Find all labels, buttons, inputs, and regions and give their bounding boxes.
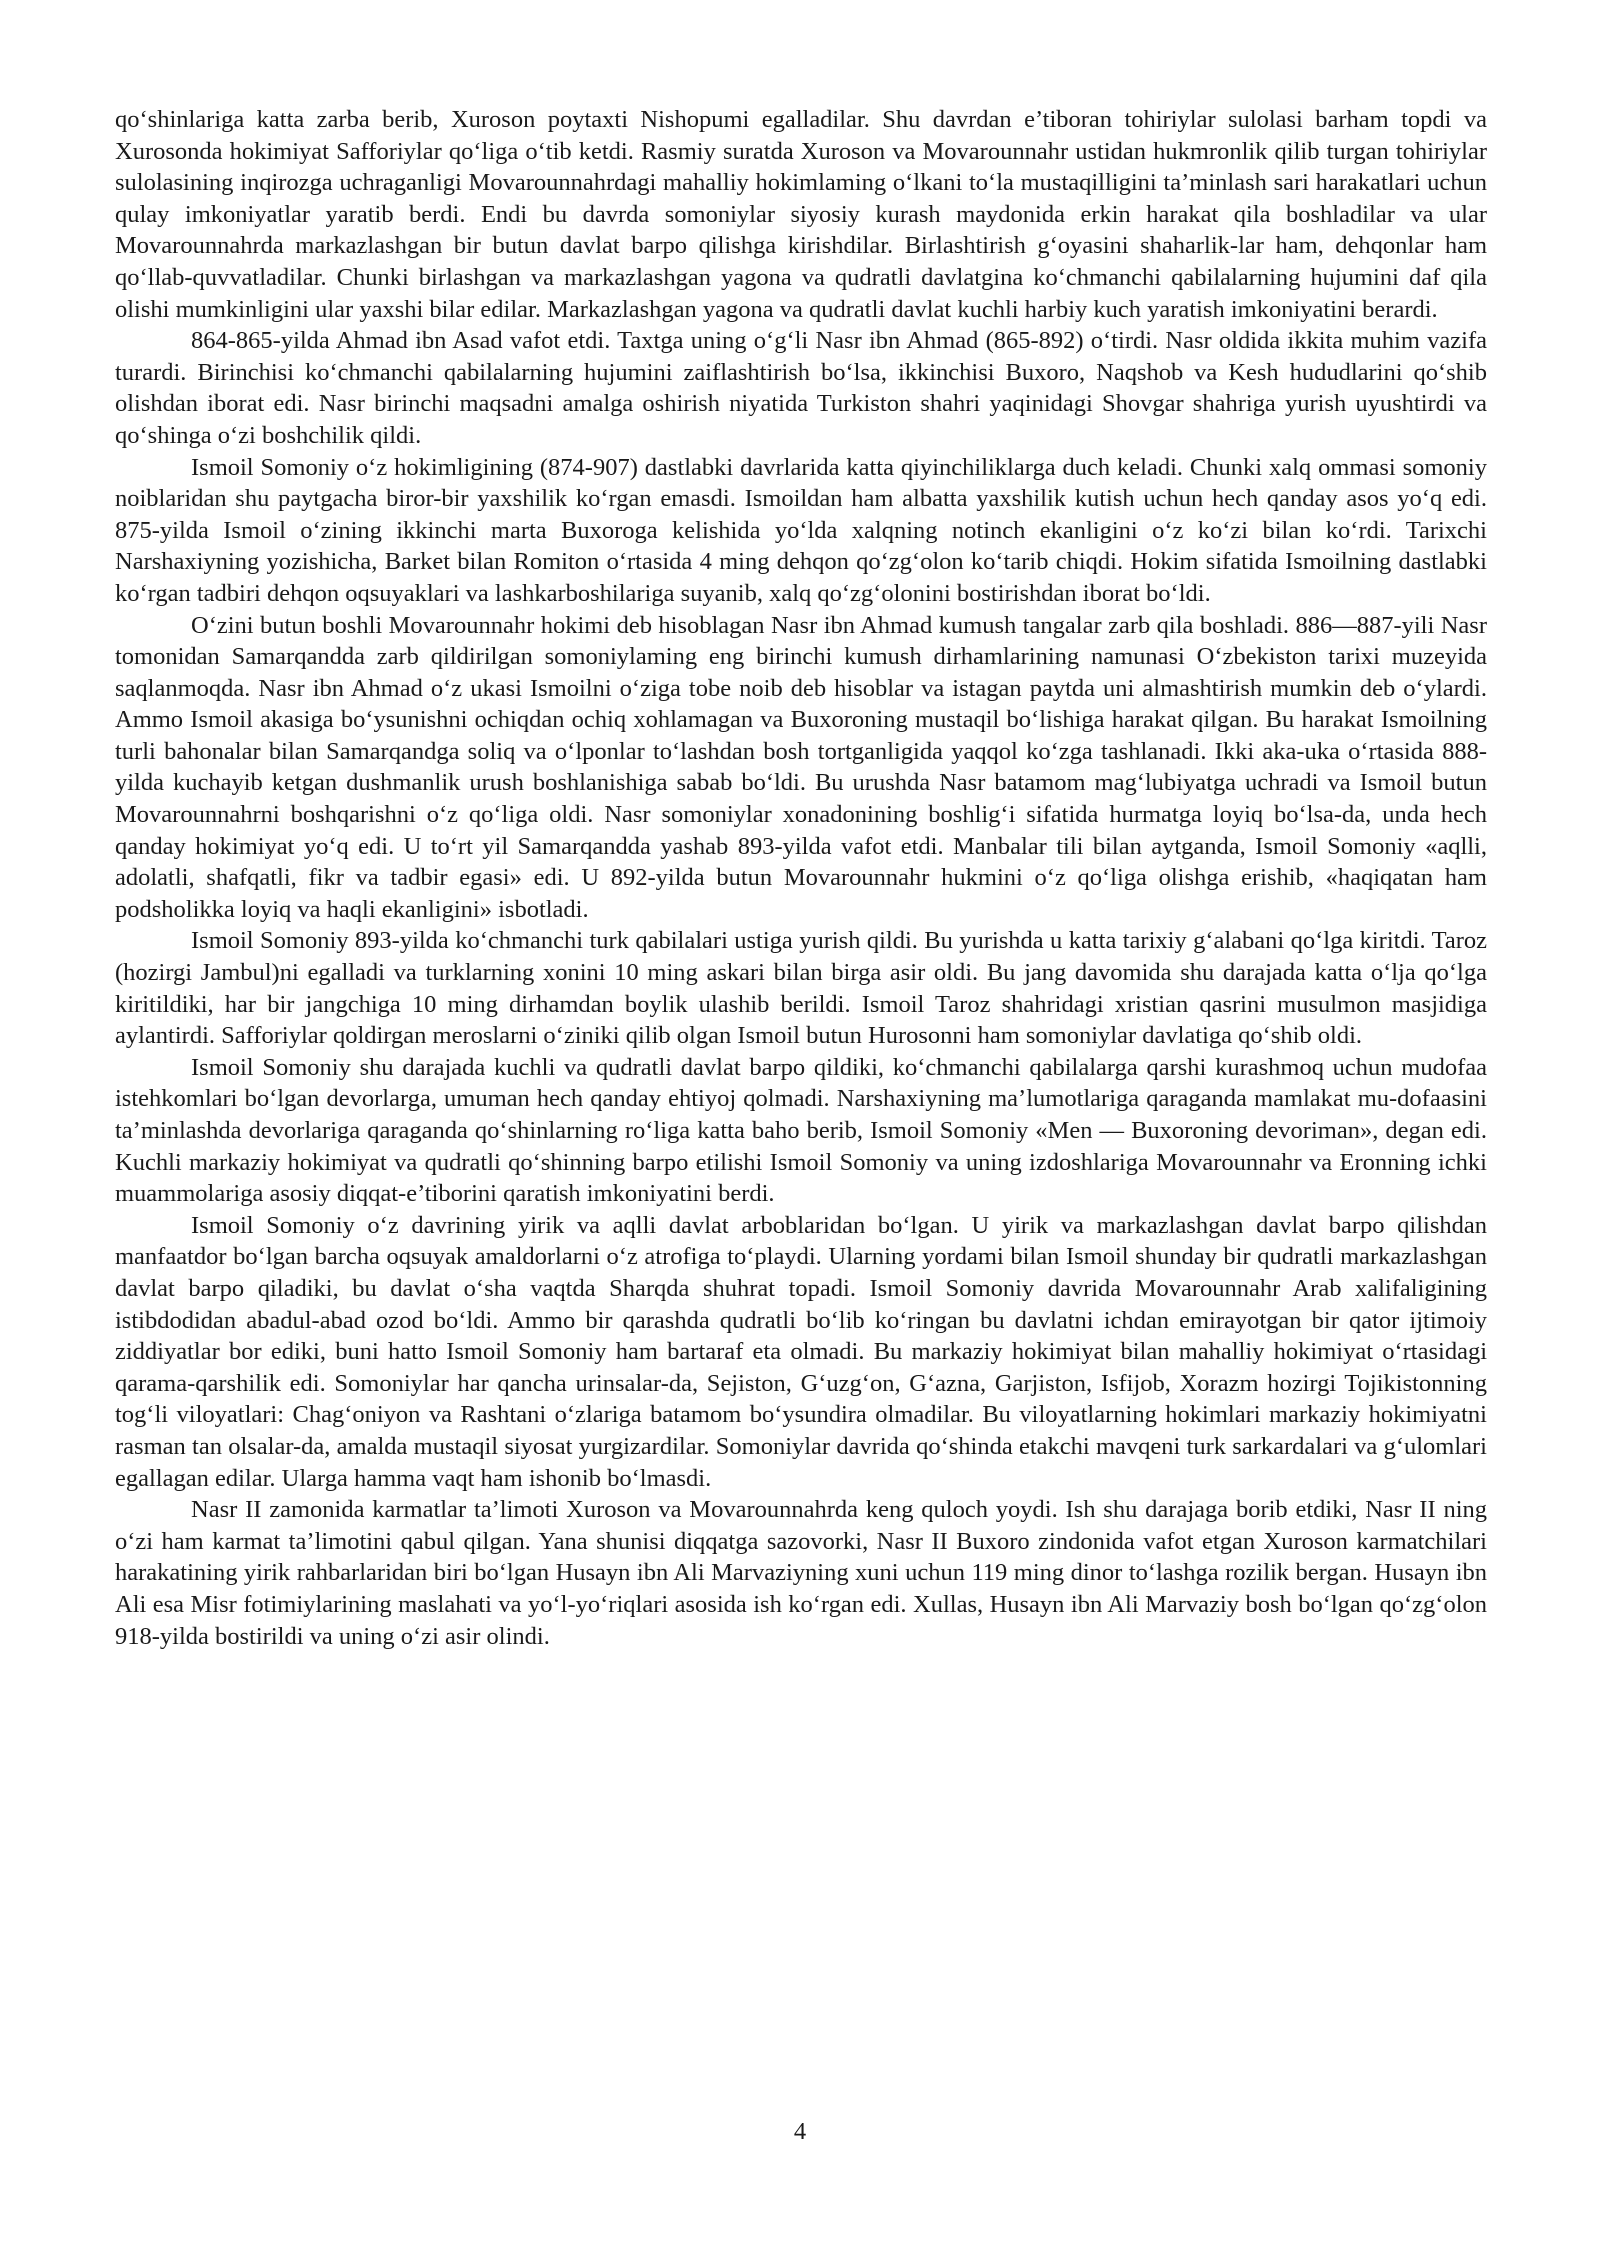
page-number: 4 [793, 2118, 807, 2145]
paragraph-4: O‘zini butun boshli Movarounnahr hokimi deb hisoblagan Nasr ibn Ahmad kumush tangalar zarb qila boshladi. 886—887-yili Nasr tomonidan Samarqandda zarb qildirilgan somoniylaming eng birinchi kumush dirhamlarining namunasi O‘zbekiston tarixi muzeyida saqlanmoqda. Nasr ibn Ahmad o‘z ukasi Ismoilni o‘ziga tobe noib deb hisoblar va istagan paytda uni almashtirish mumkin deb o‘ylardi. Ammo Ismoil akasiga bo‘ysunishni ochiqdan ochiq xohlamagan va Buxoroning mustaqil bo‘lishiga harakat qilgan. Bu harakat Ismoilning turli bahonalar bilan Samarqandga soliq va o‘lponlar to‘lashdan bosh tortganligida yaqqol ko‘zga tashlanadi. Ikki aka-uka o‘rtasida 888-yilda kuchayib ketgan dushmanlik urush boshlanishiga sabab bo‘ldi. Bu urushda Nasr batamom mag‘lubiyatga uchradi va Ismoil butun Movarounnahrni boshqarishni o‘z qo‘liga oldi. Nasr somoniylar xonadonining boshlig‘i sifatida hurmatga loyiq bo‘lsa-da, unda hech qanday hokimiyat yo‘q edi. U to‘rt yil Samarqandda yashab 893-yilda vafot etdi. Manbalar tili bilan aytganda, Ismoil Somoniy «aqlli, adolatli, shafqatli, fikr va tadbir egasi» edi. U 892-yilda butun Movarounnahr hukmini o‘z qo‘liga olishga erishib, «haqiqatan ham podsholikka loyiq va haqli ekanligini» isbotladi. [115, 611, 1487, 923]
paragraph-7: Ismoil Somoniy o‘z davrining yirik va aqlli davlat arboblaridan bo‘lgan. U yirik va markazlashgan davlat barpo qilishdan manfaatdor bo‘lgan barcha oqsuyak amaldorlarni o‘z atrofiga to‘playdi. Ularning yordami bilan Ismoil shunday bir qudratli markazlashgan davlat barpo qiladiki, bu davlat o‘sha vaqtda Sharqda shuhrat topadi. Ismoil Somoniy davrida Movarounnahr Arab xalifaligining istibdodidan abadul-abad ozod bo‘ldi. Ammo bir qarashda qudratli bo‘lib ko‘ringan bu davlatni ichdan emirayotgan bir qator ijtimoiy ziddiyatlar bor ediki, buni hatto Ismoil Somoniy ham bartaraf eta olmadi. Bu markaziy hokimiyat bilan mahalliy hokimiyat o‘rtasidagi qarama-qarshilik edi. Somoniylar har qancha urinsalar-da, Sejiston, G‘uzg‘on, G‘azna, Garjiston, Isfijob, Xorazm hozirgi Tojikistonning tog‘li viloyatlari: Chag‘oniyon va Rashtani o‘zlariga batamom bo‘ysundira olmadilar. Bu viloyatlarning hokimlari markaziy hokimiyatni rasman tan olsalar-da, amalda mustaqil siyosat yurgizardilar. Somoniylar davrida qo‘shinda etakchi mavqeni turk sarkardalari va g‘ulomlari egallagan edilar. Ularga hamma vaqt ham ishonib bo‘lmasdi. [115, 1211, 1487, 1492]
paragraph-1: qo‘shinlariga katta zarba berib, Xuroson poytaxti Nishopumi egalladilar. Shu davrdan e’tiboran tohiriylar sulolasi barham topdi va Xurosonda hokimiyat Safforiylar qo‘liga o‘tib ketdi. Rasmiy suratda Xuroson va Movarounnahr ustidan hukmronlik qilib turgan tohiriylar sulolasining inqirozga uchraganligi Movarounnahrdagi mahalliy hokimlaming o‘lkani to‘la mustaqilligini ta’minlash sari harakatlari uchun qulay imkoniyatlar yaratib berdi. Endi bu davrda somoniylar siyosiy kurash maydonida erkin harakat qila boshladilar va ular Movarounnahrda markazlashgan bir butun davlat barpo qilishga kirishdilar. Birlashtirish g‘oyasini shaharlik-lar ham, dehqonlar ham qo‘llab-quvvatladilar. Chunki birlashgan va markazlashgan yagona va qudratli davlatgina ko‘chmanchi qabilalarning hujumini daf qila olishi mumkinligini ular yaxshi bilar edilar. Markazlashgan yagona va qudratli davlat kuchli harbiy kuch yaratish imkoniyatini berardi. [115, 106, 1487, 323]
paragraph-6: Ismoil Somoniy shu darajada kuchli va qudratli davlat barpo qildiki, ko‘chmanchi qabilalarga qarshi kurashmoq uchun mudofaa istehkomlari bo‘lgan devorlarga, umuman hech qanday ehtiyoj qolmadi. Narshaxiyning ma’lumotlariga qaraganda mamlakat mu-dofaasini ta’minlashda devorlariga qaraganda qo‘shinlarning ro‘liga katta baho berib, Ismoil Somoniy «Men — Buxoroning devoriman», degan edi. Kuchli markaziy hokimiyat va qudratli qo‘shinning barpo etilishi Ismoil Somoniy va uning izdoshlariga Movarounnahr va Eronning ichki muammolariga asosiy diqqat-e’tiborini qaratish imkoniyatini berdi. [115, 1053, 1487, 1208]
document-body [115, 104, 1487, 1652]
paragraph-3: Ismoil Somoniy o‘z hokimligining (874-907) dastlabki davrlarida katta qiyinchiliklarga duch keladi. Chunki xalq ommasi somoniy noiblaridan shu paytgacha biror-bir yaxshilik ko‘rgan emasdi. Ismoildan ham albatta yaxshilik kutish uchun hech qanday asos yo‘q edi. 875-yilda Ismoil o‘zining ikkinchi marta Buxoroga kelishida yo‘lda xalqning notinch ekanligini o‘z ko‘zi bilan ko‘rdi. Tarixchi Narshaxiyning yozishicha, Barket bilan Romiton o‘rtasida 4 ming dehqon qo‘zg‘olon ko‘tarib chiqdi. Hokim sifatida Ismoilning dastlabki ko‘rgan tadbiri dehqon oqsuyaklari va lashkarboshilariga suyanib, xalq qo‘zg‘olonini bostirishdan iborat bo‘ldi. [115, 453, 1487, 607]
paragraph-2: 864-865-yilda Ahmad ibn Asad vafot etdi. Taxtga uning o‘g‘li Nasr ibn Ahmad (865-892) o‘tirdi. Nasr oldida ikkita muhim vazifa turardi. Birinchisi ko‘chmanchi qabilalarning hujumini zaiflashtirish bo‘lsa, ikkinchisi Buxoro, Naqshob va Kesh hududlarini qo‘shib olishdan iborat edi. Nasr birinchi maqsadni amalga oshirish niyatida Turkiston shahri yaqinidagi Shovgar shahriga yurish uyushtirdi va qo‘shinga o‘zi boshchilik qildi. [115, 327, 1487, 449]
paragraph-5: Ismoil Somoniy 893-yilda ko‘chmanchi turk qabilalari ustiga yurish qildi. Bu yurishda u katta tarixiy g‘alabani qo‘lga kiritdi. Taroz (hozirgi Jambul)ni egalladi va turklarning xonini 10 ming askari bilan birga asir oldi. Bu jang davomida shu darajada katta o‘lja qo‘lga kiritildiki, har bir jangchiga 10 ming dirhamdan boylik ulashib berildi. Ismoil Taroz shahridagi xristian qasrini musulmon masjidiga aylantirdi. Safforiylar qoldirgan meroslarni o‘ziniki qilib olgan Ismoil butun Hurosonni ham somoniylar davlatiga qo‘shib oldi. [115, 927, 1487, 1050]
paragraph-8: Nasr II zamonida karmatlar ta’limoti Xuroson va Movarounnahrda keng quloch yoydi. Ish shu darajaga borib etdiki, Nasr II ning o‘zi ham karmat ta’limotini qabul qilgan. Yana shunisi diqqatga sazovorki, Nasr II Buxoro zindonida vafot etgan Xuroson karmatchilari harakatining yirik rahbarlaridan biri bo‘lgan Husayn ibn Ali Marvaziyning xuni uchun 119 ming dinor to‘lashga rozilik bergan. Husayn ibn Ali esa Misr fotimiylarining maslahati va yo‘l-yo‘riqlari asosida ish ko‘rgan edi. Xullas, Husayn ibn Ali Marvaziy bosh bo‘lgan qo‘zg‘olon 918-yilda bostirildi va uning o‘zi asir olindi. [115, 1496, 1487, 1650]
